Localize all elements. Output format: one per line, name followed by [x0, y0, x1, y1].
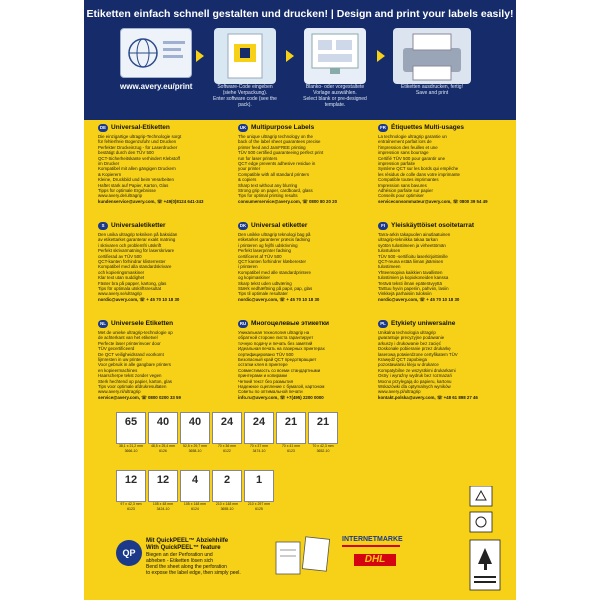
- tile-count: 12: [148, 470, 178, 502]
- block-title: Многоцелевые этикетки: [251, 320, 330, 327]
- block-line: lijmresten in uw printer: [98, 357, 142, 363]
- triman-icon: [470, 512, 492, 532]
- tile-size: 70 x 42,3 mm: [312, 444, 334, 448]
- block-line: ultragrip-tekniikka takaa tarkan: [378, 237, 438, 243]
- block-line: Tips for optimal printing results: [238, 193, 298, 199]
- lang-code-badge: FR: [378, 124, 388, 132]
- block-line: Unikalna technologia ultragrip: [378, 330, 436, 335]
- paper-recycling-icon: [470, 486, 492, 506]
- block-line: TÜV gecertificeerd: [98, 346, 135, 352]
- block-line: сертифицировано TÜV 500: [238, 351, 294, 357]
- block-line: arkuszy i drukowanie bez zacięć: [378, 340, 441, 346]
- template-screen-image: [304, 28, 366, 84]
- tile-count: 12: [116, 470, 146, 502]
- block-contact[interactable]: kontakt.polska@avery.com, ☏ +48 61 898 27 46: [378, 394, 478, 400]
- tile-code: 3474-10: [252, 448, 266, 453]
- block-line: Den unika ultragrip tekniken på baksidan: [98, 232, 178, 237]
- lang-code-badge: UK: [239, 125, 247, 130]
- tile-size: 48,5 x 25,4 mm: [150, 444, 176, 448]
- tile-code: 3658-10: [188, 448, 202, 453]
- tile-size: 70 x 41 mm: [281, 444, 301, 448]
- block-line: Adhésion parfaite sur papier: [378, 188, 433, 194]
- tile-size: 105 x 48 mm: [152, 502, 174, 506]
- tile-size: 210 x 297 mm: [247, 502, 271, 506]
- block-line: back of the label sheet guarantees precise: [238, 139, 321, 145]
- block-title: Multipurpose Labels: [251, 124, 315, 131]
- tile-size: 38,1 x 21,2 mm: [118, 444, 144, 448]
- block-line: Klar text utan suddighet: [98, 275, 145, 281]
- block-line: www.avery.de/ultragrip: [98, 193, 143, 199]
- block-line: Yhteensopiva kaikkien tavallisten: [378, 269, 443, 275]
- block-line: Doskonałe pobieranie przez drukarkę: [378, 346, 451, 352]
- block-line: Den unikke ultragrip teknologi bag på: [238, 232, 311, 237]
- block-title: Universal etiketter: [251, 222, 308, 229]
- block-line: Perfekt skrivarmatning för laserskrivare: [98, 248, 175, 254]
- block-line: Haftet stark auf Papier, Karton, Glas: [98, 182, 169, 188]
- label-format-tile: [308, 412, 338, 453]
- block-line: Strong grip on paper, cardboard, glass: [238, 188, 313, 194]
- globe-icon: [121, 29, 191, 77]
- block-line: impression parfaite: [378, 161, 416, 167]
- tile-size: 210 x 148 mm: [215, 502, 239, 506]
- lang-block-ru: [238, 320, 362, 400]
- block-line: gwarantuje precyzyjne podawanie: [378, 335, 445, 341]
- quickpeel-line: Bend the sheet along the perforation: [146, 564, 227, 570]
- label-format-tile: [148, 412, 178, 453]
- block-line: printer feed and JamFREE printing: [238, 144, 306, 150]
- lang-code-badge: S: [98, 222, 108, 230]
- block-title: Universele Etiketten: [111, 320, 174, 327]
- block-line: Kleine, Druckbild und beim Verarbeiten: [98, 177, 174, 183]
- lang-block-uk: [238, 124, 362, 204]
- banner-title: Etiketten einfach schnell gestalten und drucken! | Design and print your labels easily!: [86, 8, 514, 20]
- step-template-line-2: Vorlage auswählen.: [313, 90, 357, 96]
- block-line: Kompatybilne ze wszystkimi drukarkami: [378, 367, 456, 373]
- label-format-tile: [212, 412, 242, 453]
- arrow-icon: [377, 50, 385, 62]
- lang-code-badge: DE: [98, 124, 108, 132]
- tile-code: 6122: [223, 448, 231, 453]
- printer-image: [393, 28, 471, 84]
- block-line: pozostawianiu kleju w drukarce: [378, 362, 439, 368]
- lang-block-de: [98, 124, 222, 204]
- block-line: Die einzigartige ultragrip-Technologie sorgt: [98, 134, 182, 139]
- tile-code: 3655-10: [220, 506, 234, 511]
- label-format-tile: [148, 470, 178, 511]
- label-format-tile: [180, 412, 210, 453]
- step-code-line-1: Software-Code eingeben: [217, 84, 273, 90]
- step-print: [387, 28, 477, 96]
- label-format-tile: [116, 470, 146, 511]
- product-sheet: [84, 0, 516, 600]
- label-format-tile: [244, 412, 274, 453]
- block-line: TÜV 500 certified guaranteeing perfect print: [238, 150, 324, 156]
- lang-code-badge: DK: [239, 223, 247, 228]
- block-line: Vinkkejä parhaisiin tuloksiin: [378, 291, 432, 297]
- step-code-line-2: (siehe Verpackung).: [222, 90, 268, 96]
- peel-sheets-icon: [272, 536, 332, 576]
- block-contact[interactable]: nordic@avery.com, ☏ + 45 70 10 18 30: [378, 296, 460, 302]
- block-line: Perfecte laser printerinvoer door: [98, 340, 161, 346]
- block-line: принтерами и копирами: [238, 373, 287, 379]
- block-line: tulostimeen: [378, 264, 401, 270]
- tile-count: 21: [308, 412, 338, 444]
- tile-count: 1: [244, 470, 274, 502]
- lang-code-badge: RU: [239, 321, 247, 326]
- tile-code: 6125: [255, 506, 263, 511]
- block-line: Уникальная технология ultragrip на: [238, 330, 310, 335]
- block-line: QCT-kanten förhindrar klisterrester: [98, 259, 166, 265]
- step-code: [206, 28, 284, 108]
- block-line: Mocno przylegają do papieru, kartonu: [378, 378, 452, 384]
- tile-count: 21: [276, 412, 306, 444]
- block-line: Sharp text without any blurring: [238, 182, 298, 188]
- block-line: run for laser printers: [238, 155, 278, 161]
- lang-block-fi: [378, 222, 502, 302]
- block-line: Compatible toutes imprimantes: [378, 177, 439, 183]
- software-code-image: [214, 28, 276, 84]
- step-print-line-1: Etiketten ausdrucken, fertig!: [401, 84, 463, 90]
- block-title: Yleiskäyttöiset osoitetarrat: [391, 222, 475, 229]
- block-contact[interactable]: kundenservice@avery.com, ☏ +49(0)8124 641-343: [98, 198, 204, 204]
- tile-size: 70 x 36 mm: [217, 444, 237, 448]
- globe-screen-image: [120, 28, 192, 78]
- block-line: your printer: [238, 166, 261, 172]
- block-line: certificeret af TÜV 500: [238, 253, 282, 259]
- block-line: im Drucker: [98, 161, 120, 167]
- label-format-row-1: [116, 412, 496, 453]
- lang-block-nl: [98, 320, 222, 400]
- step-print-line-2: Save and print: [415, 90, 449, 96]
- tile-count: 40: [180, 412, 210, 444]
- block-line: für fehlerfreie Bogenzufuhr und Drucken: [98, 139, 177, 145]
- block-line: Безопасный край QCT предотвращает: [238, 357, 317, 363]
- block-line: QCT kanten forhindrer klæberester: [238, 259, 307, 265]
- block-line: Conseils pour optimiser: [378, 193, 424, 199]
- tile-code: 3424-10: [156, 506, 170, 511]
- tile-size: 70 x 37 mm: [249, 444, 269, 448]
- block-line: TÜV 500 -sertifioitu laserkirjoittimille: [378, 253, 448, 259]
- block-line: l'impression des feuilles et une: [378, 144, 438, 150]
- block-line: entraînement parfait lors de: [378, 139, 432, 145]
- block-line: Terävä teksti ilman epäterävyyttä: [378, 280, 442, 286]
- step-template-line-3: Select blank or pre-designed template.: [303, 96, 367, 108]
- block-line: QCT-reuna estää liiman jäämisen: [378, 259, 444, 265]
- lang-block-dk: [238, 222, 362, 302]
- internetmarke-text: INTERNETMARKE: [342, 536, 403, 543]
- lang-code-badge: PL: [378, 320, 388, 328]
- label-format-tile: [212, 470, 242, 511]
- dhl-logo: DHL: [354, 554, 396, 566]
- bottom-features: [116, 534, 476, 584]
- block-line: обратной стороне листа гарантирует: [238, 335, 314, 341]
- block-line: Krawędź QCT zapobiega: [378, 357, 427, 363]
- block-line: Tarttuu hyvin paperiin, pahviin, lasiin: [378, 286, 449, 292]
- lang-block-fr: [378, 124, 502, 204]
- block-line: Impression sans bavures: [378, 182, 427, 188]
- block-line: i skrivaren och problemfri utskrift: [98, 242, 162, 248]
- block-line: Идеальная печать на лазерных принтерах: [238, 346, 325, 352]
- arrow-icon: [286, 50, 294, 62]
- block-line: Четкий текст без размытия: [238, 378, 293, 384]
- tile-size: 105 x 148 mm: [183, 502, 207, 506]
- block-contact[interactable]: info.ru@avery.com, ☏ +7(495) 2200 0000: [238, 394, 324, 400]
- block-line: & Kopierern: [98, 171, 122, 177]
- block-line: www.avery.se/ultragrip: [98, 291, 142, 297]
- block-line: & copiers: [238, 177, 257, 183]
- block-contact[interactable]: service@avery.com, ☏ 0800 0200 33 59: [98, 394, 181, 400]
- block-line: certifierad av TÜV 500: [98, 253, 142, 259]
- block-line: av etikettarket garanterar exakt matning: [98, 237, 176, 243]
- label-format-tile: [276, 412, 306, 453]
- block-line: www.avery.nl/ultragrip: [98, 389, 141, 395]
- step-template: [296, 28, 374, 108]
- block-line: i printeren: [238, 264, 258, 270]
- lang-code-badge: FI: [378, 222, 388, 230]
- block-line: Kompatibel med alle standardprintere: [238, 269, 311, 275]
- block-line: Tips för optimala utskriftsresultat: [98, 286, 162, 292]
- block-line: Kompatibel med alla standardskrivare: [98, 264, 172, 270]
- block-contact[interactable]: consumerservice@avery.com, ☏ 0800 80 20 20: [238, 198, 338, 204]
- lang-code-badge: NL: [98, 320, 108, 328]
- top-banner: [84, 0, 516, 120]
- avery-print-link[interactable]: www.avery.eu/print: [120, 82, 193, 91]
- block-line: Ostry i wyraźny wydruk bez rozmazań: [378, 373, 452, 379]
- monitor-icon: [304, 28, 366, 84]
- tile-count: 4: [180, 470, 210, 502]
- block-line: de achterkant van het etiketvel: [98, 335, 158, 341]
- step-code-line-3: Enter software code (see the pack).: [213, 96, 277, 108]
- printer-icon: [393, 28, 471, 84]
- tile-code: 6126: [159, 448, 167, 453]
- quickpeel-line: to expose the label edge, then simply peel.: [146, 570, 241, 576]
- block-line: Tipps für optimale Ergebnisse: [98, 188, 156, 194]
- block-title: Étiquettes Multi-usages: [391, 124, 464, 131]
- block-contact[interactable]: nordic@avery.com, ☏ + 45 70 10 18 30: [238, 296, 320, 302]
- label-format-tile: [116, 412, 146, 453]
- tile-count: 24: [212, 412, 242, 444]
- lang-block-s: [98, 222, 222, 302]
- block-line: www.avery.pl/ultragrip: [378, 389, 421, 395]
- block-line: les résidus de colle dans votre imprimante: [378, 171, 460, 177]
- tile-code: 6123: [287, 448, 295, 453]
- tile-code: 6124: [191, 506, 199, 511]
- block-title: Universaletiketter: [111, 222, 166, 229]
- block-line: laserową potwierdzone certyfikatem TÜV: [378, 351, 458, 357]
- block-title: Etykiety uniwersalne: [391, 320, 456, 327]
- block-line: Надежное сцепление с бумагой, картоном: [238, 384, 325, 390]
- tile-size: 52,5 x 29,7 mm: [182, 444, 208, 448]
- block-line: De QCT veiligheidsrand voorkomt: [98, 351, 164, 357]
- label-format-tile: [244, 470, 274, 511]
- block-line: Sterk hechtend op papier, karton, glas: [98, 378, 172, 384]
- block-line: Skarp tekst uden udtværing: [238, 280, 292, 286]
- block-line: Tarra-arkin takapuolen ainutlaatuinen: [378, 232, 451, 237]
- tile-code: 3652-10: [316, 448, 330, 453]
- block-line: tulostimien ja kopiokoneiden kanssa: [378, 275, 449, 281]
- block-line: Voor gebruik in alle gangbare printers: [98, 362, 171, 368]
- step-web: [120, 28, 192, 90]
- block-line: Haarscherpe tekst zonder vegen: [98, 373, 162, 379]
- block-contact[interactable]: serviceconsommateur@avery.com, ☏ 0800 39 54 49: [378, 198, 488, 204]
- block-line: The unique ultragrip technology on the: [238, 134, 313, 139]
- block-line: Met de unieke ultragrip-technologie op: [98, 330, 173, 335]
- block-contact[interactable]: nordic@avery.com, ☏ + 45 70 10 18 30: [98, 296, 180, 302]
- tile-code: 6123: [127, 506, 135, 511]
- block-line: tulostuksen: [378, 248, 401, 254]
- block-title: Universal-Etiketten: [111, 124, 170, 131]
- block-line: Tips til optimale resultater: [238, 291, 288, 297]
- block-line: i printeren og fejlfri udskrivning: [238, 242, 298, 248]
- tile-count: 2: [212, 470, 242, 502]
- block-line: Compatible with all standard printers: [238, 171, 310, 177]
- block-line: Совместимость со всеми стандартными: [238, 367, 321, 373]
- tile-code: 3666-10: [124, 448, 138, 453]
- block-line: Советы по оптимальной печати: [238, 389, 303, 395]
- label-format-tile: [180, 470, 210, 511]
- block-line: etiketarket garanterer præcis fødning: [238, 237, 310, 243]
- block-line: en kopieermachines: [98, 367, 138, 373]
- block-line: точную подачу и печать без замятий: [238, 340, 313, 346]
- block-line: Perfekter Druckeinzug - für Laserdrucker: [98, 144, 178, 150]
- block-line: QCT-Sicherheitskante verhindert Klebstoff: [98, 155, 180, 161]
- block-line: Stærk vedhæftning på papir, pap, glas: [238, 286, 313, 292]
- block-line: och kopieringsmaskiner: [98, 269, 145, 275]
- internetmarke-underline: [342, 545, 400, 547]
- tile-count: 40: [148, 412, 178, 444]
- block-line: La technologie ultragrip garantie un: [378, 134, 447, 139]
- quickpeel-title-en: With QuickPEEL™ feature: [146, 545, 221, 551]
- block-line: Certifié TÜV 500 pour garantir une: [378, 155, 446, 161]
- label-pack-icon: [214, 28, 276, 84]
- quickpeel-text: [146, 538, 266, 576]
- block-line: Perfekt laserprinter fødning: [238, 248, 291, 254]
- block-line: остатки клея в принтере: [238, 362, 288, 368]
- step-template-line-1: Blanko- oder vorgestaltete: [305, 84, 365, 90]
- block-line: QCT edge prevents adhesive residue in: [238, 161, 316, 167]
- block-line: Fäster bra på papper, kartong, glas: [98, 280, 167, 286]
- quickpeel-title-de: Mit QuickPEEL™ Abziehhilfe: [146, 538, 229, 544]
- quickpeel-line: abheben - Etiketten lösen sich: [146, 558, 213, 564]
- block-line: Système QCT sur les bords qui empêche: [378, 166, 459, 172]
- quickpeel-badge: QP: [116, 540, 142, 566]
- block-line: og kopimaskiner: [238, 275, 270, 281]
- arrow-icon: [196, 50, 204, 62]
- label-format-row-2: [116, 470, 496, 511]
- block-line: bestätigt durch den TÜV 500: [98, 150, 154, 156]
- block-line: Wskazówki dla optymalnych wyników: [378, 384, 451, 390]
- block-line: impression sans bourrage: [378, 150, 429, 156]
- lang-block-pl: [378, 320, 502, 400]
- quickpeel-line: Biegen an der Perforation und: [146, 552, 213, 558]
- block-line: Kompatibel mit allen gängigen Druckern: [98, 166, 176, 172]
- block-line: syötön tulostimeen ja virheettömän: [378, 242, 446, 248]
- tile-count: 24: [244, 412, 274, 444]
- block-line: Tips voor optimale afdrukresultaten: [98, 384, 167, 390]
- internetmarke-logo: [342, 536, 403, 547]
- tile-size: 97 x 42,3 mm: [120, 502, 142, 506]
- tile-count: 65: [116, 412, 146, 444]
